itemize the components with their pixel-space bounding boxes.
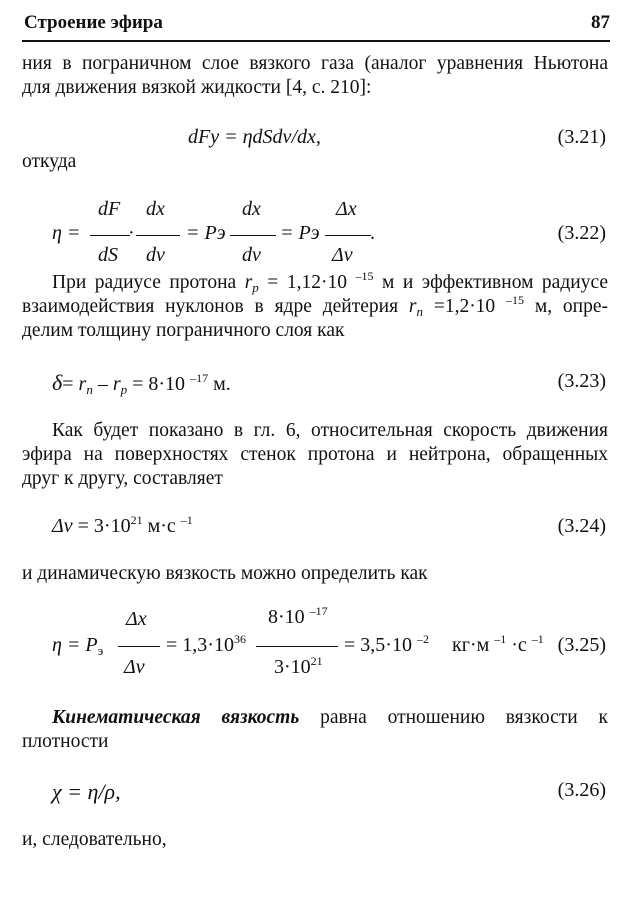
fraction-bar <box>90 235 130 236</box>
chapter-title: Строение эфира <box>24 12 163 33</box>
text-line: делим толщину пограничного слоя как <box>22 320 345 341</box>
text-line: взаимодействия нуклонов в ядре дейтерия $r_n =1,2\cdot 10$ $^{-15}$ м, опре- <box>22 293 608 319</box>
equation-number-3-26: (3.26) <box>557 779 606 801</box>
text-line: плотности <box>22 731 109 752</box>
frac-num: dF <box>98 198 121 220</box>
fraction-bar <box>325 235 371 236</box>
eq-part: = $1,3\cdot 10^{36}$ <box>166 632 246 656</box>
paragraph-intro <box>22 52 608 100</box>
fraction-bar <box>256 646 338 647</box>
text-line: Кинематическая вязкость равна отношению вязкости к <box>52 707 608 728</box>
paragraph-velocity <box>22 419 608 491</box>
eq-lhs: η = <box>52 222 81 244</box>
equation-3-26: χ = η/ρ, <box>52 779 121 804</box>
frac-den: dv <box>242 244 261 266</box>
text-line: эфира на поверхностях стенок протона и нейтрона, обращенных <box>22 444 608 465</box>
frac-den: Δv <box>124 656 145 678</box>
equation-number-3-22: (3.22) <box>557 222 606 244</box>
paragraph-kinematic <box>22 706 608 754</box>
frac-num: Δx <box>126 608 147 630</box>
frac-num: dx <box>242 198 261 220</box>
equation-number-3-23: (3.23) <box>557 370 606 392</box>
paragraph-radii <box>22 271 608 343</box>
equation-3-21: dFy = ηdSdv/dx, <box>188 126 321 148</box>
page-number: 87 <box>591 12 610 33</box>
running-header <box>22 10 610 42</box>
fraction-bar <box>118 646 160 647</box>
paragraph-dynamic <box>22 562 608 586</box>
frac-den: dS <box>98 244 118 266</box>
fraction-bar <box>230 235 276 236</box>
frac-num: 8·10 $^{-17}$ <box>268 604 328 628</box>
eq-unit: кг·м $^{-1}$ ·с $^{-1}$ <box>452 632 544 656</box>
equation-3-23: $\delta= r_n - r_p = 8\cdot 10$ $^{-17}$ м. <box>52 370 231 397</box>
frac-num: dx <box>146 198 165 220</box>
dot: · <box>128 222 135 244</box>
text-line: Как будет показано в гл. 6, относительная скорость движения <box>52 420 608 441</box>
eq-part: = 3,5·10 $^{-2}$ <box>344 632 429 656</box>
text-line: откуда <box>22 151 77 172</box>
text-line: друг к другу, составляет <box>22 468 223 489</box>
text-line: При радиусе протона $r_p = 1,12\cdot 10$ $^{-15}$ м и эффективном радиусе <box>52 269 608 295</box>
equation-3-24: $\Delta v = 3\cdot 10^{21}$ м·с $^{-1}$ <box>52 513 193 537</box>
equation-number-3-21: (3.21) <box>557 126 606 148</box>
term-kinematic-viscosity: Кинематическая вязкость <box>52 707 300 728</box>
paragraph-consequently <box>22 828 608 852</box>
fraction-bar <box>136 235 180 236</box>
equation-number-3-24: (3.24) <box>557 515 606 537</box>
frac-den: $3\cdot 10^{21}$ <box>274 654 323 678</box>
eq-lhs: $\eta = P_э$ <box>52 634 104 658</box>
frac-den: Δv <box>332 244 353 266</box>
word-otkuda <box>22 150 608 174</box>
equation-number-3-25: (3.25) <box>557 634 606 656</box>
text-line: ния в пограничном слое вязкого газа (аналог уравнения Ньютона <box>22 53 608 74</box>
frac-den: dv <box>146 244 165 266</box>
text-line: для движения вязкой жидкости [4, с. 210]: <box>22 77 372 98</box>
frac-num: Δx <box>336 198 357 220</box>
period: . <box>370 222 375 244</box>
text-line: и динамическую вязкость можно определить как <box>22 563 428 584</box>
eq-part: = Pэ <box>280 222 320 244</box>
eq-part: = Pэ <box>186 222 226 244</box>
text-line: и, следовательно, <box>22 829 167 850</box>
